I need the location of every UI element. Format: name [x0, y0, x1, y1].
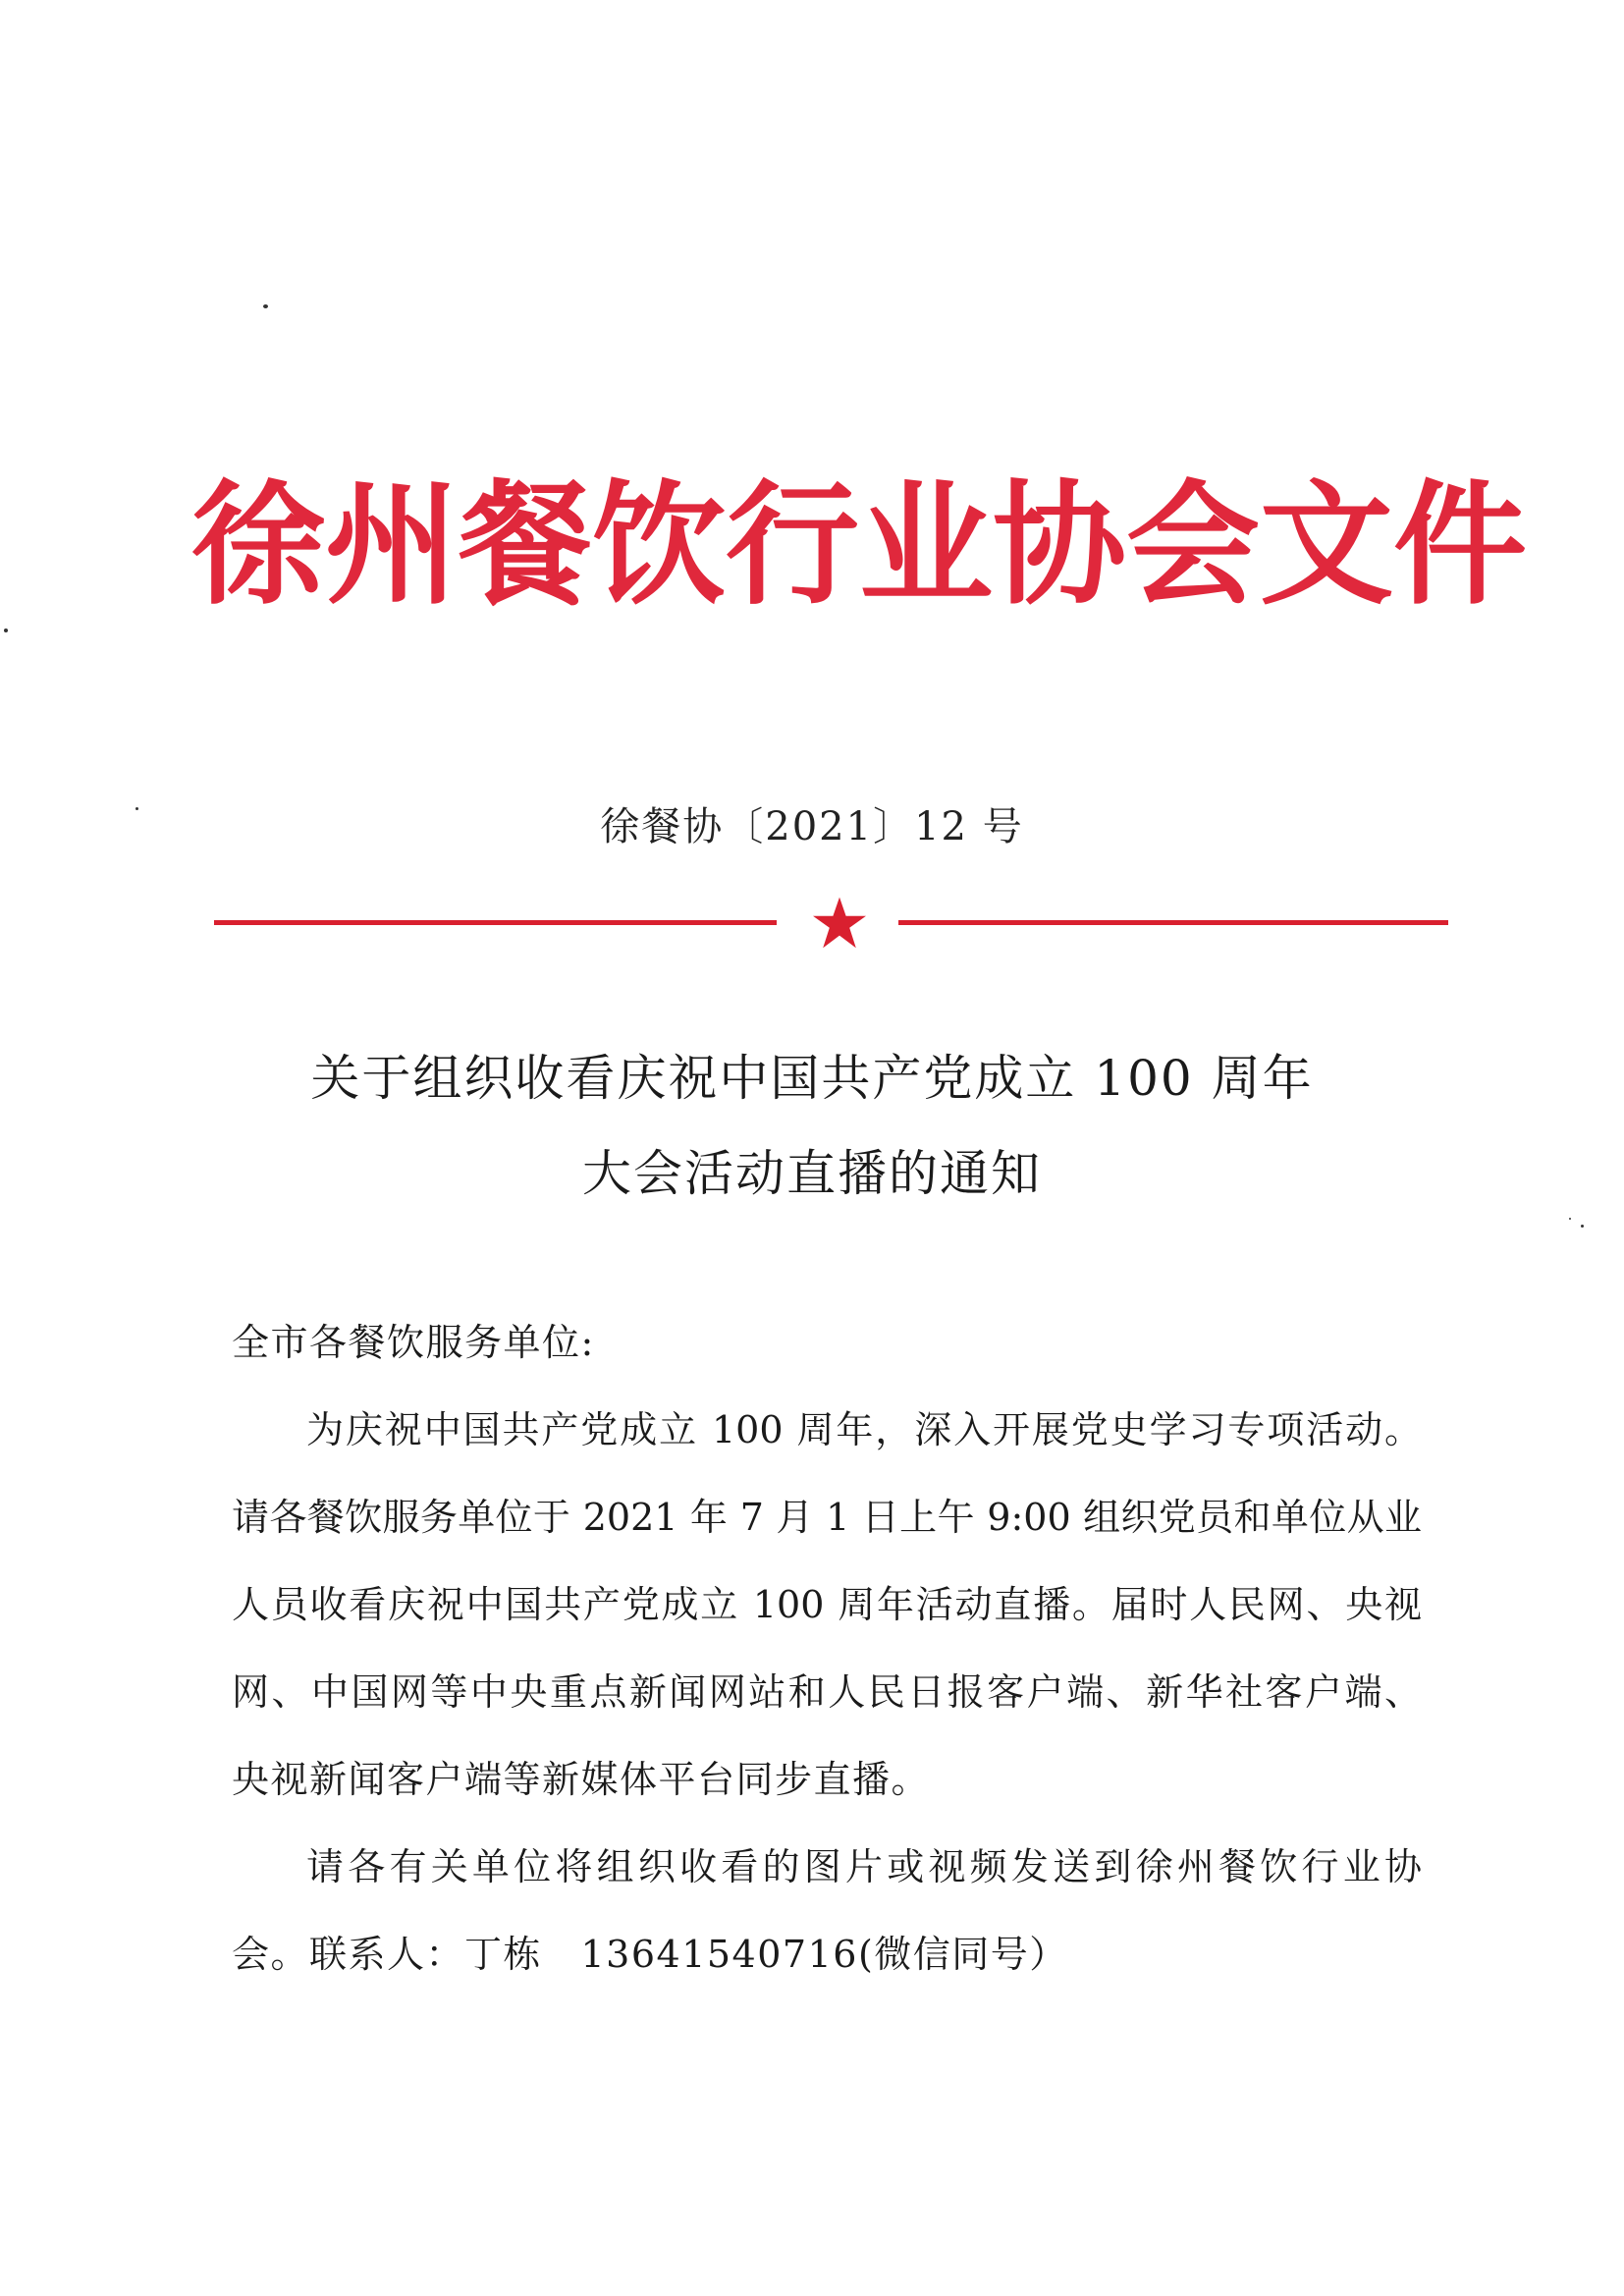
- masthead-char: 饮: [592, 466, 726, 624]
- document-number: 徐餐协〔2021〕12 号: [600, 804, 1024, 849]
- masthead-char: 徐: [191, 466, 325, 624]
- masthead-char: 餐: [459, 466, 592, 624]
- scan-speck: [263, 304, 268, 308]
- masthead-char: 州: [325, 466, 459, 624]
- scan-speck: [1581, 1225, 1584, 1228]
- masthead-char: 会: [1126, 466, 1260, 624]
- contact-line: 会。联系人：丁栋 13641540716(微信同号）: [232, 1933, 1068, 1976]
- masthead-char: 文: [1260, 466, 1393, 624]
- masthead-title: [191, 462, 1527, 629]
- paragraph-line: 央视新闻客户端等新媒体平台同步直播。: [232, 1758, 931, 1801]
- masthead-char: 协: [993, 466, 1126, 624]
- paragraph-line: 请各餐饮服务单位于 2021 年 7 月 1 日上午 9:00 组织党员和单位从业: [232, 1496, 1422, 1539]
- star-icon: [810, 894, 869, 953]
- salutation: 全市各餐饮服务单位:: [232, 1321, 595, 1364]
- scan-speck: [4, 629, 8, 632]
- paragraph-line: 人员收看庆祝中国共产党成立 100 周年活动直播。届时人民网、央视: [232, 1583, 1422, 1626]
- divider-line-right: [898, 920, 1448, 925]
- notice-title-line2: 大会活动直播的通知: [582, 1145, 1042, 1202]
- scan-speck: [1569, 1218, 1571, 1220]
- divider-line-left: [214, 920, 777, 925]
- red-divider: [214, 902, 1448, 941]
- masthead-char: 件: [1393, 466, 1527, 624]
- masthead-char: 业: [859, 466, 993, 624]
- paragraph-line: 为庆祝中国共产党成立 100 周年，深入开展党史学习专项活动。: [306, 1408, 1422, 1451]
- paragraph-line: 网、中国网等中央重点新闻网站和人民日报客户端、新华社客户端、: [232, 1670, 1422, 1714]
- masthead-char: 行: [726, 466, 859, 624]
- paragraph-line: 请各有关单位将组织收看的图片或视频发送到徐州餐饮行业协: [306, 1845, 1422, 1888]
- notice-title-line1: 关于组织收看庆祝中国共产党成立 100 周年: [310, 1050, 1314, 1107]
